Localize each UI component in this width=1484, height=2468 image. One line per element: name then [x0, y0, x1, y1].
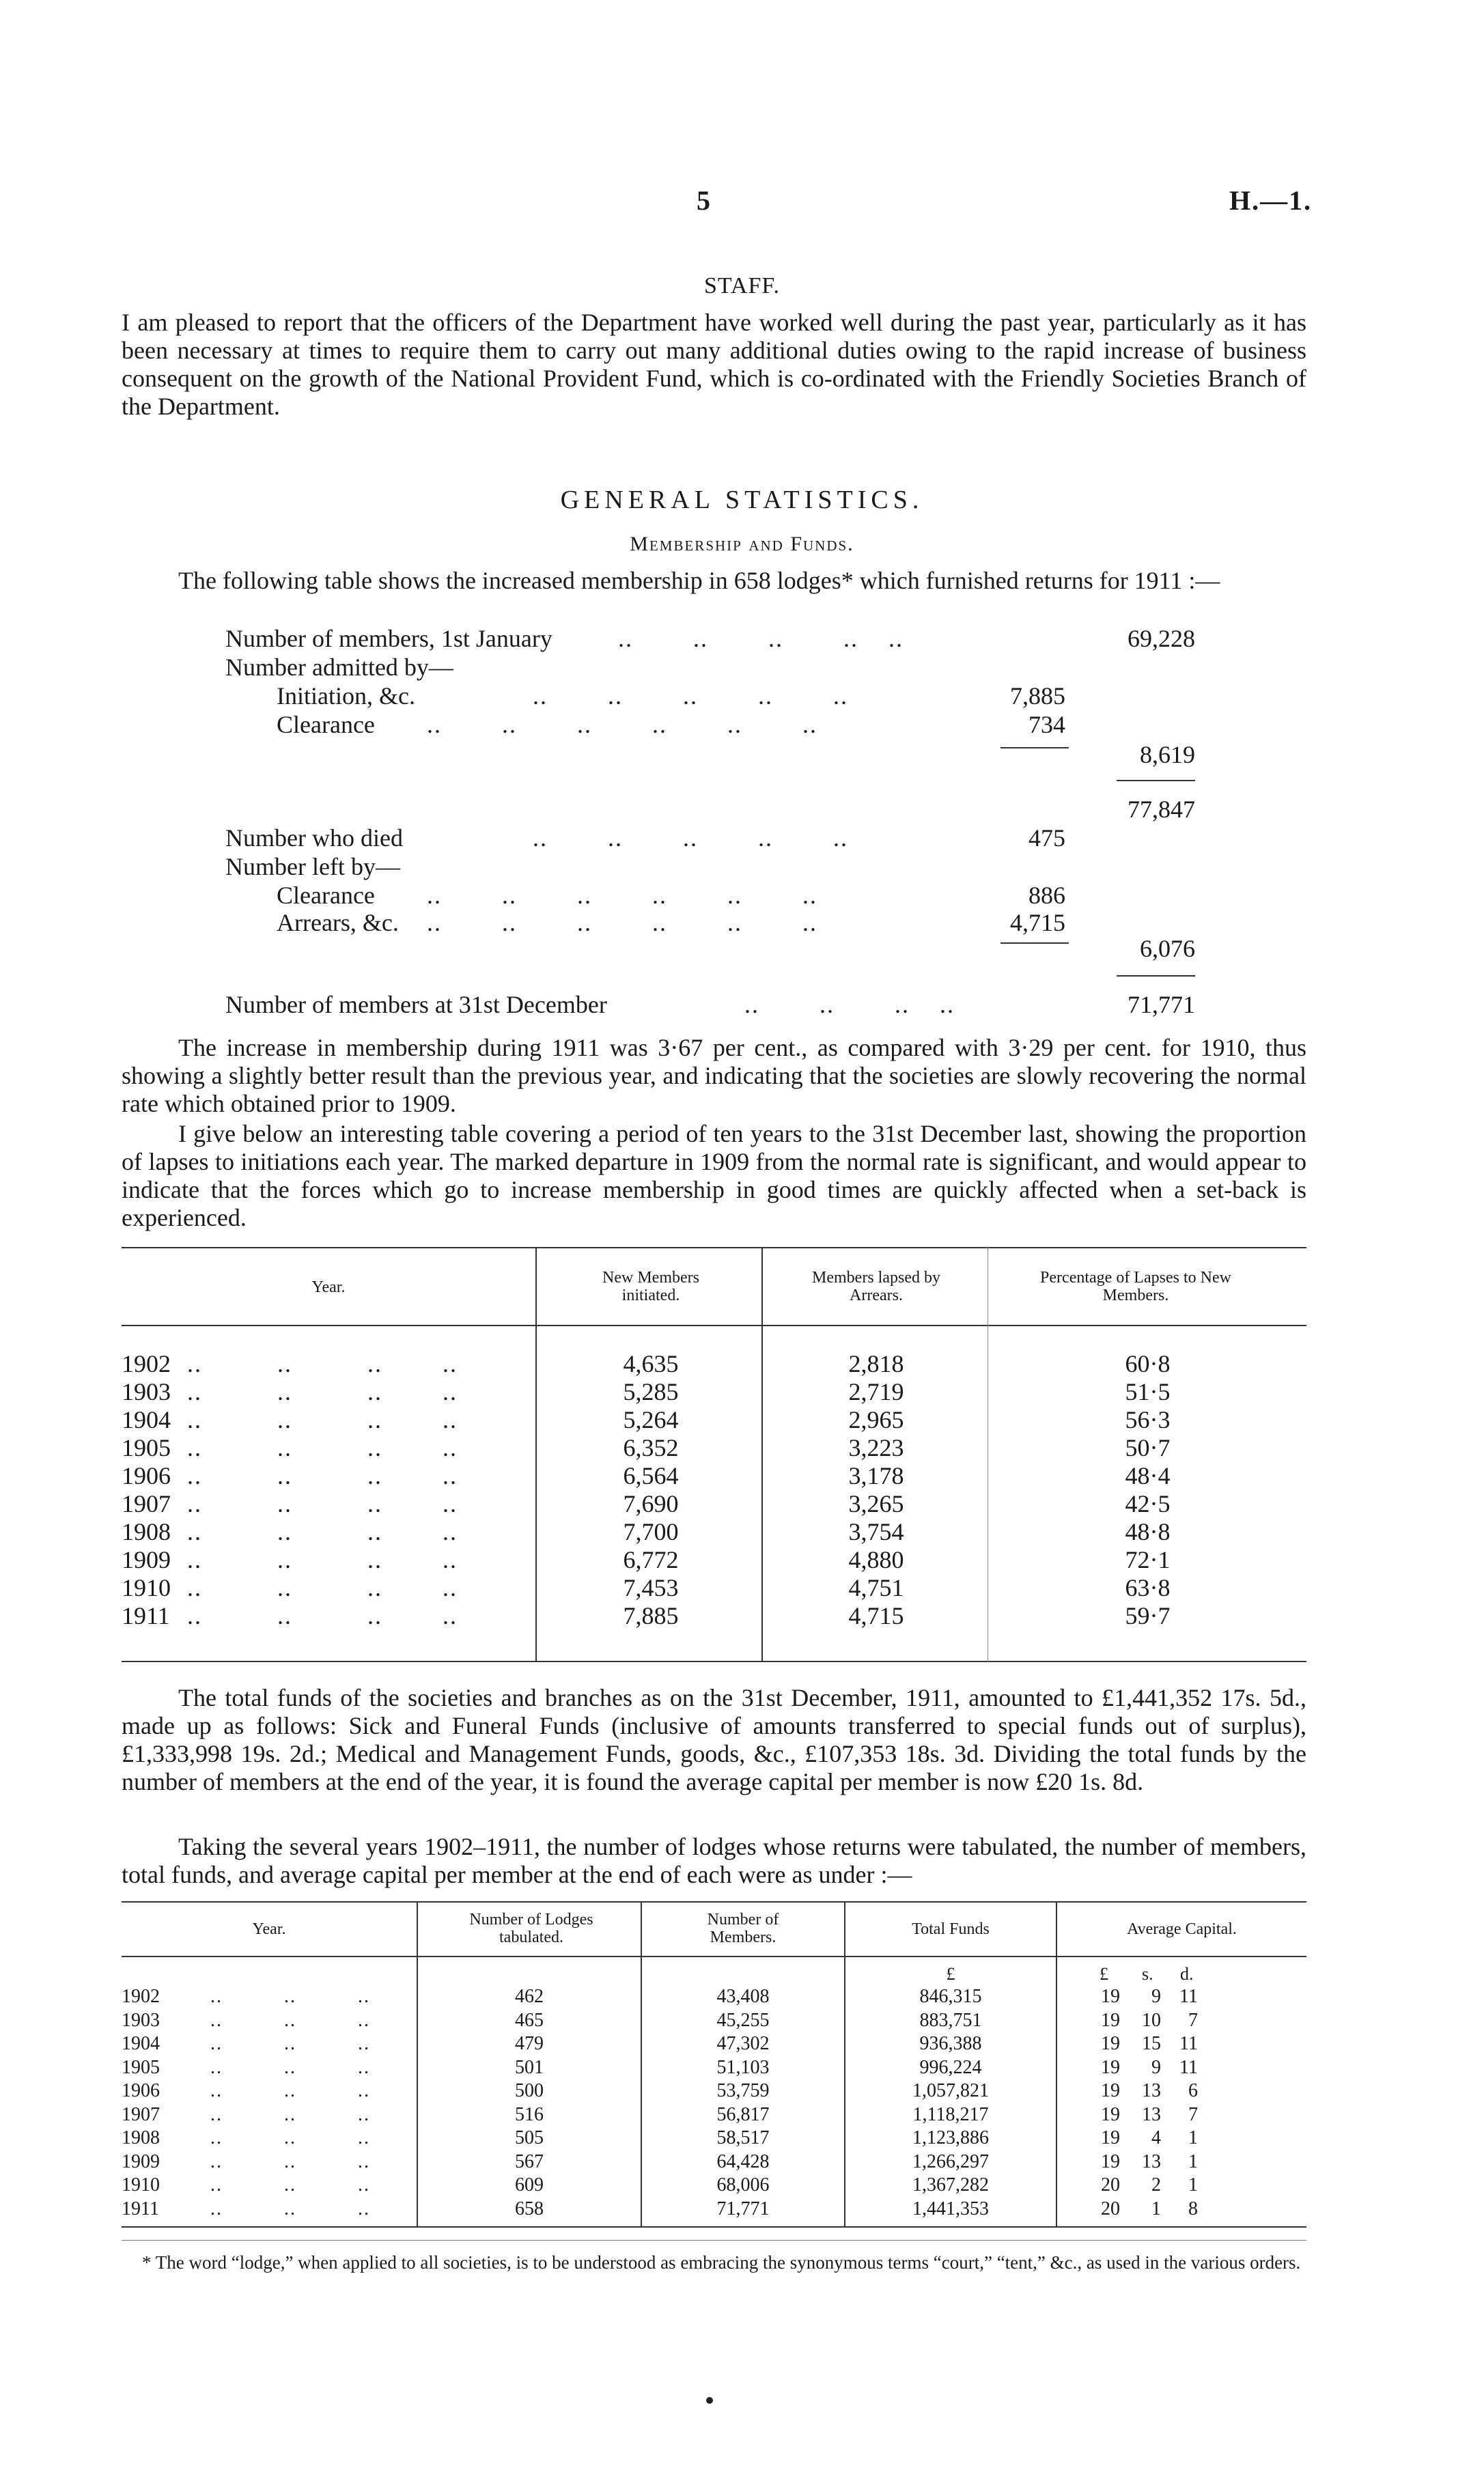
table-row — [122, 1517, 1306, 1545]
table-row — [122, 2151, 1306, 2175]
capital-shillings-cell: 9 — [1151, 1986, 1161, 2007]
year-cell: 1911 — [122, 2198, 159, 2219]
left-by-label: Number left by— — [225, 853, 400, 880]
lapsed-cell: 3,265 — [848, 1490, 904, 1517]
new-members-cell: 6,564 — [623, 1462, 679, 1489]
total-funds-cell: 1,057,821 — [912, 2080, 989, 2101]
year-cell: 1903 — [122, 2009, 160, 2031]
leader-dots: .. .. .. .. — [187, 1518, 458, 1545]
percentage-cell: 59·7 — [1125, 1602, 1171, 1629]
table-header-rule — [122, 1956, 1306, 1957]
capital-pence-cell: 8 — [1188, 2198, 1198, 2219]
leader-dots: .. .. .. .. .. .. — [427, 882, 817, 909]
lapsed-cell: 2,719 — [848, 1378, 904, 1405]
members-cell: 51,103 — [716, 2056, 770, 2078]
lapsed-cell: 4,880 — [848, 1546, 904, 1573]
arrears-label: Arrears, &c. — [277, 909, 399, 936]
table-row — [122, 2057, 1306, 2081]
year-cell: 1905 — [122, 1434, 171, 1461]
staff-paragraph: I am pleased to report that the officers of the Department have worked well during the past year, particularly as it has been necessary at times to require them to carry out many additional duties owing to the rapid increase of business consequent on the growth of the National Provident Fund, which is co-ordinated with the Friendly Societies Branch of the Department. — [122, 309, 1306, 420]
header-total-funds: Total Funds — [912, 1920, 990, 1938]
lapsed-cell: 2,818 — [848, 1350, 904, 1377]
document-reference: H.—1. — [1229, 185, 1313, 216]
year-cell: 1905 — [122, 2056, 160, 2078]
capital-shillings-cell: 13 — [1142, 2103, 1161, 2125]
page-mark — [706, 2397, 713, 2404]
capital-pence-cell: 1 — [1188, 2150, 1198, 2172]
table-row — [122, 2127, 1306, 2151]
header-new-members: New Members initiated. — [602, 1269, 699, 1304]
year-cell: 1904 — [122, 2033, 160, 2054]
divider — [1117, 975, 1195, 977]
clearance-out-label: Clearance — [277, 882, 375, 909]
capital-shillings-cell: 4 — [1151, 2127, 1161, 2148]
table-row — [122, 2080, 1306, 2104]
leader-dots: .. .. .. .. .. .. — [427, 711, 817, 738]
staff-heading: STAFF. — [703, 273, 781, 298]
leader-dots: .. .. .. — [210, 2127, 370, 2148]
members-cell: 71,771 — [716, 2198, 770, 2219]
lapsed-cell: 3,223 — [848, 1434, 904, 1461]
lodges-cell: 465 — [515, 2009, 544, 2031]
leader-dots: .. .. .. .. — [187, 1574, 458, 1601]
table-row — [122, 2198, 1306, 2222]
table-row — [122, 2174, 1306, 2198]
year-cell: 1903 — [122, 1378, 171, 1405]
total-funds-cell: 1,266,297 — [912, 2150, 989, 2172]
divider — [1000, 747, 1069, 748]
leader-dots: .. .. .. — [210, 2174, 370, 2196]
capital-pounds-cell: 19 — [1101, 2009, 1120, 2031]
subtotal: 77,847 — [1128, 796, 1195, 823]
table-row — [122, 1433, 1306, 1461]
admitted-total: 8,619 — [1140, 741, 1195, 768]
total-funds-cell: 936,388 — [919, 2033, 982, 2054]
header-members-lapsed: Members lapsed by Arrears. — [812, 1269, 940, 1304]
table-row — [122, 1573, 1306, 1601]
capital-shillings-cell: 9 — [1151, 2056, 1161, 2078]
capital-pounds-cell: 19 — [1101, 1986, 1120, 2007]
members-cell: 64,428 — [716, 2150, 770, 2172]
died-value: 475 — [1028, 824, 1065, 852]
leader-dots: .. .. .. .. — [187, 1602, 458, 1629]
percentage-cell: 60·8 — [1125, 1350, 1171, 1377]
leader-dots: .. .. .. — [210, 2103, 370, 2125]
capital-pounds-cell: 19 — [1101, 2103, 1120, 2125]
leader-dots: .. .. .. — [210, 1986, 370, 2007]
capital-pounds-cell: 19 — [1101, 2080, 1120, 2101]
members-cell: 47,302 — [716, 2033, 770, 2054]
members-cell: 68,006 — [716, 2174, 770, 2196]
divider — [1117, 780, 1195, 781]
members-cell: 43,408 — [716, 1986, 770, 2007]
arrears-value: 4,715 — [1010, 909, 1065, 936]
year-cell: 1902 — [122, 1986, 160, 2007]
new-members-cell: 7,690 — [623, 1490, 679, 1517]
table-row — [122, 1461, 1306, 1489]
year-cell: 1904 — [122, 1406, 171, 1433]
lapsed-cell: 3,178 — [848, 1462, 904, 1489]
initiation-value: 7,885 — [1010, 682, 1065, 710]
capital-pounds-cell: 20 — [1101, 2198, 1120, 2219]
table-row — [122, 1986, 1306, 2010]
members-1st-january-total: 69,228 — [1128, 625, 1195, 652]
table-row — [122, 2010, 1306, 2034]
clearance-in-value: 734 — [1028, 711, 1065, 738]
leader-dots: .. .. .. — [210, 2009, 370, 2031]
table-row — [122, 2033, 1306, 2057]
total-funds-cell: 883,751 — [919, 2009, 982, 2031]
lapsed-cell: 4,715 — [848, 1602, 904, 1629]
new-members-cell: 7,700 — [623, 1518, 679, 1545]
percentage-cell: 42·5 — [1125, 1490, 1171, 1517]
members-31st-december-label: Number of members at 31st December — [225, 991, 607, 1018]
lodges-cell: 658 — [515, 2198, 544, 2219]
percentage-cell: 72·1 — [1125, 1546, 1171, 1573]
header-lodges: Number of Lodges tabulated. — [469, 1911, 593, 1946]
footnote-rule — [122, 2240, 1306, 2241]
table-row — [122, 1405, 1306, 1433]
table-top-rule — [122, 1901, 1306, 1903]
header-year: Year. — [252, 1920, 286, 1938]
capital-pounds-cell: 19 — [1101, 2150, 1120, 2172]
lodges-cell: 501 — [515, 2056, 544, 2078]
capital-pence-cell: 7 — [1188, 2009, 1198, 2031]
new-members-cell: 7,885 — [623, 1602, 679, 1629]
capital-pence-cell: 7 — [1188, 2103, 1198, 2125]
total-funds-cell: 1,441,353 — [912, 2198, 989, 2219]
percentage-cell: 63·8 — [1125, 1574, 1171, 1601]
total-funds-cell: 1,367,282 — [912, 2174, 989, 2196]
capital-unit-pence: d. — [1180, 1964, 1194, 1984]
footnote: * The word “lodge,” when applied to all societies, is to be understood as embracing the synonymous terms “court,” “tent,” &c., as used in the various orders. — [142, 2252, 1301, 2273]
increase-paragraph: The increase in membership during 1911 was 3·67 per cent., as compared with 3·29 per cent. for 1910, thus showing a slightly better result than the previous year, and indicating that the societies are slowly recovering the normal rate which obtained prior to 1909. — [122, 1034, 1306, 1117]
several-years-paragraph: Taking the several years 1902–1911, the number of lodges whose returns were tabulated, the number of members, total funds, and average capital per member at the end of each were as under :— — [122, 1833, 1306, 1888]
capital-shillings-cell: 1 — [1151, 2198, 1161, 2219]
capital-pence-cell: 1 — [1188, 2127, 1198, 2148]
lodges-cell: 462 — [515, 1986, 544, 2007]
table-top-rule — [122, 1247, 1306, 1248]
capital-pounds-cell: 19 — [1101, 2127, 1120, 2148]
capital-pence-cell: 11 — [1179, 1986, 1198, 2007]
capital-pounds-cell: 20 — [1101, 2174, 1120, 2196]
funds-table — [122, 1901, 1306, 2229]
leader-dots: .. .. .. .. — [187, 1406, 458, 1433]
leader-dots: .. .. .. — [210, 2080, 370, 2101]
leader-dots: .. .. .. .. — [187, 1490, 458, 1517]
members-cell: 56,817 — [716, 2103, 770, 2125]
left-total: 6,076 — [1140, 935, 1195, 962]
admitted-by-label: Number admitted by— — [225, 654, 453, 681]
table-row — [122, 1377, 1306, 1405]
lapses-table — [122, 1247, 1306, 1664]
year-cell: 1907 — [122, 2103, 160, 2125]
table-row — [122, 1489, 1306, 1517]
table-row — [122, 1349, 1306, 1377]
lapsed-cell: 3,754 — [848, 1518, 904, 1545]
members-cell: 58,517 — [716, 2127, 770, 2148]
lodges-cell: 516 — [515, 2103, 544, 2125]
year-cell: 1906 — [122, 1462, 171, 1489]
died-label: Number who died — [225, 824, 403, 852]
header-members: Number of Members. — [707, 1911, 779, 1946]
year-cell: 1908 — [122, 2127, 160, 2148]
percentage-cell: 56·3 — [1125, 1406, 1171, 1433]
lapsed-cell: 2,965 — [848, 1406, 904, 1433]
percentage-cell: 50·7 — [1125, 1434, 1171, 1461]
lapses-intro-paragraph: I give below an interesting table covering a period of ten years to the 31st December last, showing the proportion of lapses to initiations each year. The marked departure in 1909 from the normal rate is significant, and would appear to indicate that the forces which go to increase membership in good times are quickly affected when a set-back is experienced. — [122, 1120, 1306, 1231]
year-cell: 1902 — [122, 1350, 171, 1377]
year-cell: 1909 — [122, 1546, 171, 1573]
leader-dots: .. .. .. .. — [187, 1378, 458, 1405]
funds-unit-pound: £ — [946, 1964, 955, 1984]
year-cell: 1910 — [122, 2174, 160, 2196]
new-members-cell: 7,453 — [623, 1574, 679, 1601]
capital-shillings-cell: 15 — [1142, 2033, 1161, 2054]
lodges-cell: 505 — [515, 2127, 544, 2148]
capital-pence-cell: 1 — [1188, 2174, 1198, 2196]
lodges-cell: 567 — [515, 2150, 544, 2172]
total-funds-cell: 1,123,886 — [912, 2127, 989, 2148]
header-average-capital: Average Capital. — [1127, 1920, 1237, 1938]
capital-shillings-cell: 10 — [1142, 2009, 1161, 2031]
lodges-cell: 479 — [515, 2033, 544, 2054]
membership-summary — [0, 0, 1484, 1024]
capital-pence-cell: 11 — [1179, 2033, 1198, 2054]
leader-dots: .. .. .. .. — [744, 991, 955, 1018]
clearance-out-value: 886 — [1028, 882, 1065, 909]
leader-dots: .. .. .. .. — [187, 1546, 458, 1573]
members-cell: 53,759 — [716, 2080, 770, 2101]
percentage-cell: 48·4 — [1125, 1462, 1171, 1489]
percentage-cell: 51·5 — [1125, 1378, 1171, 1405]
header-year: Year. — [311, 1278, 346, 1296]
leader-dots: .. .. .. .. — [187, 1350, 458, 1377]
capital-shillings-cell: 2 — [1151, 2174, 1161, 2196]
leader-dots: .. .. .. — [210, 2150, 370, 2172]
total-funds-cell: 996,224 — [919, 2056, 982, 2078]
members-31st-december-total: 71,771 — [1128, 991, 1195, 1018]
general-statistics-heading: GENERAL STATISTICS. — [560, 486, 924, 514]
header-percentage: Percentage of Lapses to New Members. — [1040, 1269, 1231, 1304]
new-members-cell: 5,285 — [623, 1378, 679, 1405]
leader-dots: .. .. .. — [210, 2198, 370, 2219]
total-funds-cell: 1,118,217 — [912, 2103, 989, 2125]
new-members-cell: 4,635 — [623, 1350, 679, 1377]
year-cell: 1906 — [122, 2080, 160, 2101]
capital-pounds-cell: 19 — [1101, 2033, 1120, 2054]
membership-funds-subheading: Membership and Funds. — [630, 533, 854, 555]
capital-pence-cell: 11 — [1179, 2056, 1198, 2078]
capital-shillings-cell: 13 — [1142, 2150, 1161, 2172]
leader-dots: .. .. .. — [210, 2056, 370, 2078]
year-cell: 1910 — [122, 1574, 171, 1601]
table-bottom-rule — [122, 2226, 1306, 2228]
capital-unit-shillings: s. — [1142, 1964, 1153, 1984]
lodges-cell: 609 — [515, 2174, 544, 2196]
capital-shillings-cell: 13 — [1142, 2080, 1161, 2101]
leader-dots: .. .. .. .. .. — [618, 625, 904, 652]
page-number: 5 — [697, 185, 710, 216]
new-members-cell: 6,352 — [623, 1434, 679, 1461]
percentage-cell: 48·8 — [1125, 1518, 1171, 1545]
divider — [1000, 942, 1069, 944]
leader-dots: .. .. .. .. .. — [533, 682, 848, 710]
total-funds-cell: 846,315 — [919, 1986, 982, 2007]
leader-dots: .. .. .. — [210, 2033, 370, 2054]
year-cell: 1911 — [122, 1602, 170, 1629]
funds-paragraph: The total funds of the societies and branches as on the 31st December, 1911, amounted to £1,441,352 17s. 5d., made up as follows: Sick and Funeral Funds (inclusive of amounts transferred to special funds out of surplus), £1,333,998 19s. 2d.; Medical and Management Funds, goods, &c., £107,353 18s. 3d. Dividing the total funds by the number of members at the end of the year, it is found the average capital per member is now £20 1s. 8d. — [122, 1684, 1306, 1795]
capital-pounds-cell: 19 — [1101, 2056, 1120, 2078]
year-cell: 1909 — [122, 2150, 160, 2172]
table-row — [122, 1545, 1306, 1573]
table-header-rule — [122, 1325, 1306, 1326]
year-cell: 1907 — [122, 1490, 171, 1517]
table-bottom-rule — [122, 1661, 1306, 1662]
year-cell: 1908 — [122, 1518, 171, 1545]
membership-intro: The following table shows the increased membership in 658 lodges* which furnished returns for 1911 :— — [178, 567, 1220, 594]
clearance-in-label: Clearance — [277, 711, 375, 738]
leader-dots: .. .. .. .. — [187, 1434, 458, 1461]
capital-pence-cell: 6 — [1188, 2080, 1198, 2101]
leader-dots: .. .. .. .. — [187, 1462, 458, 1489]
capital-unit-pound: £ — [1100, 1964, 1108, 1984]
table-row — [122, 1601, 1306, 1629]
initiation-label: Initiation, &c. — [277, 682, 415, 710]
members-cell: 45,255 — [716, 2009, 770, 2031]
new-members-cell: 6,772 — [623, 1546, 679, 1573]
leader-dots: .. .. .. .. .. — [533, 824, 848, 852]
leader-dots: .. .. .. .. .. .. — [427, 909, 817, 936]
members-1st-january-label: Number of members, 1st January — [225, 625, 552, 652]
new-members-cell: 5,264 — [623, 1406, 679, 1433]
lodges-cell: 500 — [515, 2080, 544, 2101]
table-row — [122, 2104, 1306, 2128]
lapsed-cell: 4,751 — [848, 1574, 904, 1601]
